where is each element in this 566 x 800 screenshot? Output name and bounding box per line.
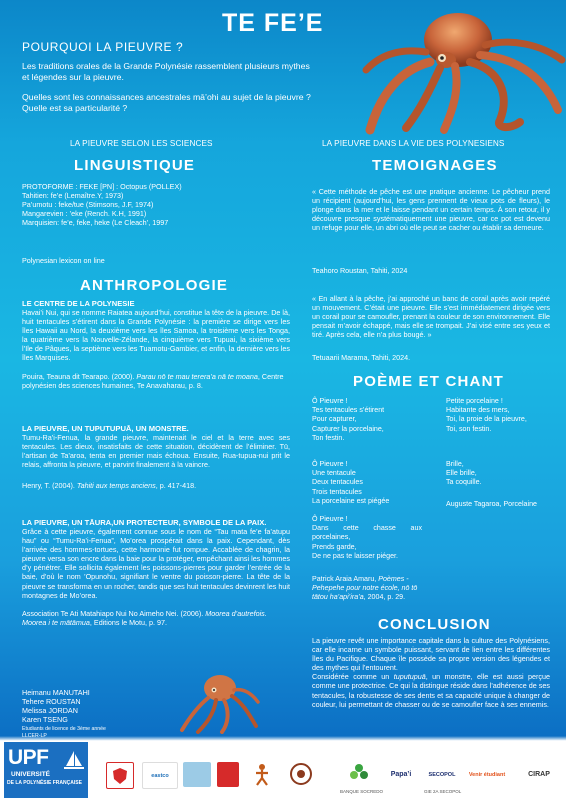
poem-line: Tes tentacules s’étirent	[312, 406, 385, 415]
octopus-photo	[360, 0, 566, 135]
conclusion-text-part: Considérée comme un	[312, 672, 394, 682]
ref-text: , Editions le Motu, p. 97.	[89, 617, 168, 627]
temoignage-quote: « Cette méthode de pêche est une pratique ancienne. Le pêcheur prend un récipient (aujourd’hui, les gens prennent de vieux pots de fleurs), le plonge dans la mer et le laisse pendant un certain temps. À son retour, il y découvre presque systématiquement une pieuvre, car ce pot est devenu un refuge pour elle, un abri où elle peut se cacher ou établir sa demeure.	[312, 187, 550, 233]
linguistique-line: PROTOFORME : FEKE [PN] : Octopus (POLLEX)	[22, 182, 182, 191]
taura-reference	[22, 609, 290, 627]
conclusion-heading: CONCLUSION	[378, 616, 491, 633]
conclusion-paragraph-2	[312, 672, 550, 708]
poem-line: Pour capturer,	[312, 415, 357, 424]
right-column-subtitle: LA PIEUVRE DANS LA VIE DES POLYNESIENS	[322, 139, 505, 148]
authors-note	[22, 726, 106, 740]
temoignage-quote: « En allant à la pêche, j’ai approché un banc de corail après avoir repéré un mouvement. C’était une pieuvre. Elle s’est immédiatement dirigée vers un corail pour se camoufler, prenant la couleur de son environnement. Elle pensait m’avoir échappé, mais elle se trompait. J’ai visé entre ses yeux et tiré. Après cela, elle n’a plus bougé. »	[312, 294, 550, 340]
author-name: Tehere ROUSTAN	[22, 697, 81, 707]
centre-text: Havai’i Nui, qui se nomme Raiatea aujourd’hui, constitue la tête de la pieuvre. De là, huit tentacules s’étirent dans la Grande Polynésie : la première se dirige vers les îles Hawaii au Nord, la deuxième vers les îles Samoa, la troisième vers les Tonga, la quatrième vers la Nouvelle-Zélande, la cinquième vers Tupuai, la sixième vers l’Ile de Pâques, la septième vers les Tuamotu-Gambier, et enfin, la dernière vers les îles Marquises.	[22, 308, 290, 363]
poem-author: Patrick Araia Amaru,	[312, 575, 379, 583]
author-name: Heimanu MANUTAHI	[22, 688, 90, 697]
flower-icon	[348, 762, 370, 784]
intro-heading: POURQUOI LA PIEUVRE ?	[22, 40, 184, 54]
linguistique-line: Pa’umotu : feke/tue (Stimsons, J.F, 1974)	[22, 200, 154, 210]
octopus-small-photo	[178, 668, 260, 734]
author-name: Karen TSENG	[22, 715, 68, 725]
intro-paragraph-1: Les traditions orales de la Grande Polynésie rassemblent plusieurs mythes et légendes sur la pieuvre.	[22, 61, 310, 82]
authors-list	[22, 688, 90, 724]
linguistique-heading: LINGUISTIQUE	[74, 157, 196, 174]
temoignage-author: Teahoro Roustan, Tahiti, 2024	[312, 266, 408, 275]
poem-line: Ô Pieuvre !	[312, 515, 348, 523]
tiki-emblem-icon	[288, 762, 314, 787]
ref-title: Parau nō te mau terera’a nā te moana	[136, 371, 258, 381]
intro-paragraph-2: Quelles sont les connaissances ancestrales mā’ohi au sujet de la pieuvre ? Quelle est sa particularité ?	[22, 92, 311, 113]
poem-stanza	[446, 397, 556, 434]
poem-line: Brille,	[446, 460, 464, 468]
poem-line: Prends garde,	[312, 542, 357, 551]
poem-stanza	[312, 515, 422, 561]
ref-title: Tahiti aux temps anciens	[76, 481, 156, 491]
authors-note-line: LLCER-LP	[22, 733, 47, 739]
poem-stanza	[312, 460, 422, 506]
temoignages-heading: TEMOIGNAGES	[372, 157, 498, 174]
partner-logo-red	[106, 762, 134, 789]
poem-author-right: Auguste Tagaroa, Porcelaine	[446, 500, 537, 508]
intro-text	[22, 61, 312, 123]
linguistique-list	[22, 182, 290, 227]
poem-line: Toi, la proie de la pieuvre,	[446, 415, 527, 424]
monstre-section	[22, 424, 290, 490]
partner-logo-secopol: SECOPOL	[424, 762, 460, 787]
upf-logo	[4, 742, 88, 798]
poem-line: Toi, son festin.	[446, 424, 492, 433]
temoignage-2	[312, 294, 550, 339]
ref-text: , p. 417-418.	[155, 481, 197, 491]
anthropologie-heading: ANTHROPOLOGIE	[80, 277, 229, 294]
conclusion-text-part: , un monstre, elle est aussi perçue comme une protectrice. Ce qui la distingue réside dans l’adhérence de ses tentacules, la robustesse de ses dents et sa capacité unique à changer de couleur, lui permettant de chasser ou de se camoufler face à ses ennemis.	[312, 672, 550, 709]
linguistique-line: Tahitien: fe’e (Lemaître.Y, 1973)	[22, 191, 124, 201]
taura-section	[22, 518, 290, 627]
conclusion-term: tuputupuā	[393, 672, 426, 682]
conclusion-text	[312, 636, 550, 709]
conclusion-paragraph-1: La pieuvre revêt une importance capitale dans la culture des Polynésiens, car elle incarne un symbole puissant, servant de lien entre les différentes îles du Pacifique. Chaque île possède sa propre version des légendes et des mythes qui l’entourent.	[312, 636, 550, 673]
sailboat-icon	[62, 748, 86, 772]
temoignage-1	[312, 187, 550, 232]
ref-text: Pouira, Teauna dit Tearapo. (2000).	[22, 371, 137, 381]
poem-line: De ne pas te laisser piéger.	[312, 551, 398, 560]
partner-logo-papai: Papa’i	[384, 762, 418, 787]
poem-line: Trois tentacules	[312, 487, 362, 496]
shield-icon	[110, 766, 130, 786]
poem-line: La porcelaine est piégée	[312, 496, 390, 505]
poem-author: , 2004, p. 29.	[363, 593, 406, 602]
partner-logo-venir-etudiant: Venir étudiant	[466, 762, 508, 787]
bank-caption: BANQUE SOCREDO	[340, 789, 384, 794]
linguistique-source: Polynesian lexicon on line	[22, 256, 105, 265]
poem-line: Habitante des mers,	[446, 406, 510, 415]
partner-logo-gov	[183, 762, 211, 787]
linguistique-line: Marquisien: fe’e, feke, heke (Le Cleach’, 1997	[22, 218, 169, 228]
author-name: Melissa JORDAN	[22, 706, 78, 716]
ref-text: , Centre polynésien des sciences humaines, Te Anavaharau, p. 8.	[22, 371, 284, 390]
ref-title: Moorea d’autrefois. Moorea i te mātāmua	[22, 608, 267, 627]
secopol-caption: GIE 2A SECOPOL	[424, 789, 462, 794]
ref-text: Henry, T. (2004).	[22, 481, 77, 491]
partner-logo-red-square	[217, 762, 239, 787]
poem-stanza	[312, 397, 422, 443]
poem-line: Ô Pieuvre !	[312, 460, 348, 468]
linguistique-line: Mangarevien : ’eke (Rench. K.H, 1991)	[22, 209, 147, 219]
ref-text: Association Te Ati Matahiapo Nui No Aimeho Nei. (2006).	[22, 608, 206, 618]
upf-logo-line: DE LA POLYNÉSIE FRANÇAISE	[7, 780, 82, 786]
poem-line: Ta coquille.	[446, 478, 482, 487]
monstre-text: Tumu-Ra’i-Fenua, la grande pieuvre, maintenait le ciel et la terre avec ses tentacules. Les dieux, insatisfaits de cette situation, décidèrent de l’éliminer. Tū, l’artisan de Ta’aroa, tenta en premier mais échoua. Ensuite, Rua-tupua-nui prit le relais, affronta la pieuvre, et parvint finalement à la vaincre.	[22, 433, 290, 470]
temoignage-author: Tetuaarii Marama, Tahiti, 2024.	[312, 353, 411, 362]
poem-line: Elle brille,	[446, 469, 477, 478]
poem-author-left	[312, 575, 426, 603]
centre-title: LE CENTRE DE LA POLYNESIE	[22, 299, 135, 308]
centre-reference	[22, 372, 290, 390]
monstre-reference	[22, 481, 290, 490]
poem-line: Ô Pieuvre !	[312, 397, 348, 405]
page-title: TE FE’E	[222, 9, 324, 37]
poem-line: Deux tentacules	[312, 478, 363, 487]
poem-line: Petite porcelaine !	[446, 397, 503, 405]
poem-line: Dans cette chasse aux porcelaines,	[312, 524, 422, 542]
dancer-icon	[250, 762, 274, 787]
left-column-subtitle: LA PIEUVRE SELON LES SCIENCES	[70, 139, 213, 148]
poem-stanza	[446, 460, 556, 488]
poem-book-title: Poèmes - Pehepehe pour notre école, nō tō tātou ha’api’ira’a	[312, 575, 418, 602]
upf-logo-letters: UPF	[8, 746, 49, 769]
poem-line: Capturer la porcelaine,	[312, 424, 384, 433]
partner-logo-cirap: CIRAP	[518, 762, 560, 787]
taura-text: Grâce à cette pieuvre, également connue sous le nom de “Tau mata fe’e fa’atupu hau” ou “Tumu-Ra’i-Fenua”, Mo’orea prospérait dans la paix. Cependant, dès l’arrivée des hommes-tortues, cette harmonie fut rompue. Accablée de chagrin, la pieuvre versa son encre dans la baie pour la protéger, empêchant ainsi les hommes d’y pénétrer. Elle sollicita également les poissons-pierres pour garder l’entrée de la baie, d’où le nom ’Opunohu, signifiant le ventre du poisson-pierre. La tête de la pieuvre se transforma en un rocher, tandis que ses huit tentacules devinrent les huit montagnes de Mo’orea.	[22, 527, 290, 600]
partner-logo-eastco: eastco	[142, 762, 178, 789]
poem-line: Ton festin.	[312, 433, 345, 442]
poeme-heading: POÈME ET CHANT	[353, 373, 504, 390]
taura-title: LA PIEUVRE, UN TĀURA,UN PROTECTEUR, SYMBOLE DE LA PAIX.	[22, 518, 267, 527]
poem-line: Une tentacule	[312, 469, 356, 478]
authors-note-line: Etudiants de licence de 3ème année	[22, 726, 106, 732]
upf-logo-line: UNIVERSITÉ	[11, 771, 51, 778]
centre-section	[22, 299, 290, 390]
monstre-title: LA PIEUVRE, UN TUPUTUPUĀ, UN MONSTRE.	[22, 424, 189, 433]
